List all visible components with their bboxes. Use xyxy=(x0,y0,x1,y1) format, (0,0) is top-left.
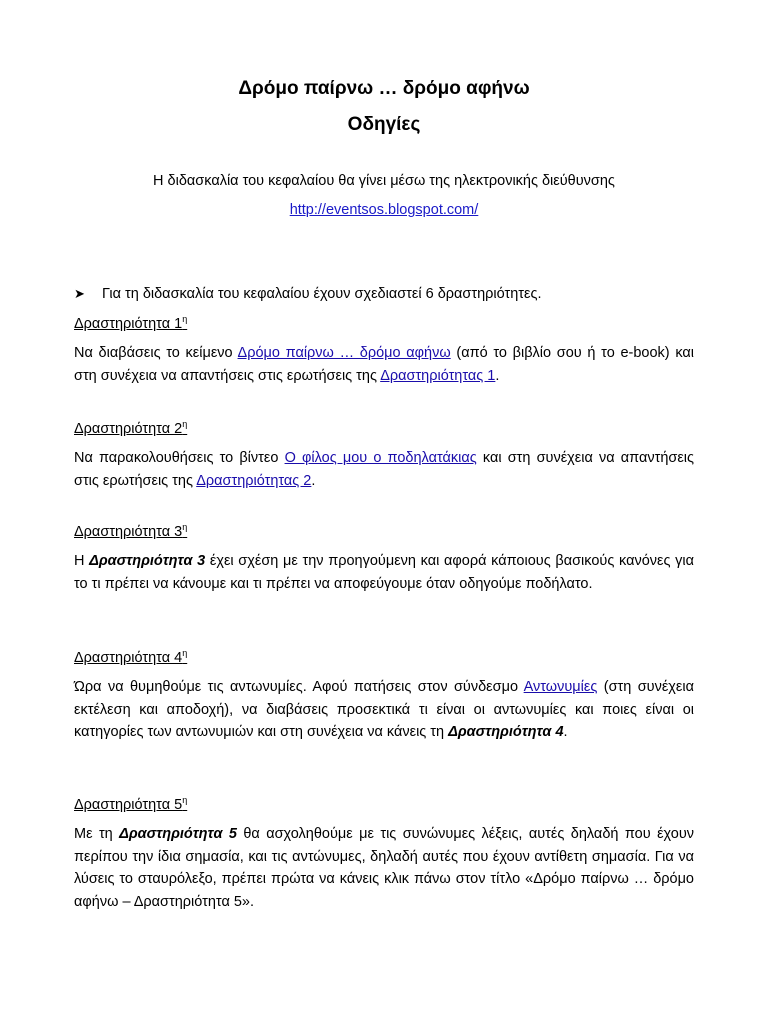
activity-5-heading: Δραστηριότητα $5^\eta$ xyxy=(74,795,188,813)
document-subtitle: Οδηγίες xyxy=(347,114,421,135)
superscript: η xyxy=(182,795,188,805)
intro-text: Η διδασκαλία του κεφαλαίου θα γίνει μέσω της ηλεκτρονικής διεύθυνσης xyxy=(153,173,615,189)
activity-1-text: Να διαβάσεις το κείμενο Δρόμο παίρνω … δρόμο αφήνω (από το βιβλίο σου ή το e-book) και στη συνέχεια να απαντήσεις στις ερωτήσεις της Δραστηριότητας 1. xyxy=(74,345,694,384)
document-title: Δρόμο παίρνω … δρόμο αφήνω xyxy=(238,78,530,99)
activity-1-link[interactable]: Δραστηριότητας 1 xyxy=(380,367,496,384)
reading-text-link[interactable]: Δρόμο παίρνω … δρόμο αφήνω xyxy=(237,345,451,361)
activity-2-link[interactable]: Δραστηριότητας 2 xyxy=(196,472,312,489)
superscript: η xyxy=(182,522,188,532)
blog-url-link[interactable]: http://eventsos.blogspot.com/ xyxy=(289,202,479,218)
activity-5-text: Με τη Δραστηριότητα 5 θα ασχοληθούμε με τις συνώνυμες λέξεις, αυτές δηλαδή που έχουν περίπου την ίδια σημασία, και τις αντώνυμες, δηλαδή αυτές που έχουν αντίθετη σημασία. Για να λύσεις το σταυρόλεξο, πρέπει πρώτα να κάνεις κλικ πάνω στον τίτλο «Δρόμο παίρνω … δρόμο αφήνω – Δραστηριότητα 5». xyxy=(74,826,694,910)
superscript: η xyxy=(182,419,188,429)
intro-url-line xyxy=(0,202,768,218)
superscript: η xyxy=(182,314,188,324)
arrow-bullet-icon: ➤ xyxy=(74,286,85,301)
bullet-item xyxy=(74,286,541,302)
activity-2-text: Να παρακολουθήσεις το βίντεο Ο φίλος μου ο ποδηλατάκιας και στη συνέχεια να απαντήσεις στις ερωτήσεις της Δραστηριότητας 2. xyxy=(74,450,695,489)
activity-3-heading: Δραστηριότητα $3^\eta$ xyxy=(74,522,188,540)
activity-2-heading: Δραστηριότητα $2^\eta$ xyxy=(74,419,188,437)
activity-4-heading: Δραστηριότητα $4^\eta$ xyxy=(74,648,188,666)
bullet-text: Για τη διδασκαλία του κεφαλαίου έχουν σχεδιαστεί 6 δραστηριότητες. xyxy=(102,286,542,302)
activity-3-text: Η Δραστηριότητα 3 έχει σχέση με την προηγούμενη και αφορά κάποιους βασικούς κανόνες για το τι πρέπει να κάνουμε και τι πρέπει να αποφεύγουμε όταν οδηγούμε ποδήλατο. xyxy=(74,553,695,592)
superscript: η xyxy=(182,648,188,658)
activity-4-text: Ώρα να θυμηθούμε τις αντωνυμίες. Αφού πατήσεις στον σύνδεσμο Αντωνυμίες (στη συνέχεια εκτέλεση και αποδοχή), να διαβάσεις προσεκτικά τι είναι οι αντωνυμίες και ποιες είναι οι κατηγορίες των αντωνυμιών και στη συνέχεια να κάνεις τη Δραστηριότητα 4. xyxy=(74,679,694,740)
pronouns-link[interactable]: Αντωνυμίες xyxy=(523,679,598,695)
video-link[interactable]: Ο φίλος μου ο ποδηλατάκιας xyxy=(284,450,477,466)
activity-1-heading: Δραστηριότητα $1^\eta$ xyxy=(74,314,188,332)
